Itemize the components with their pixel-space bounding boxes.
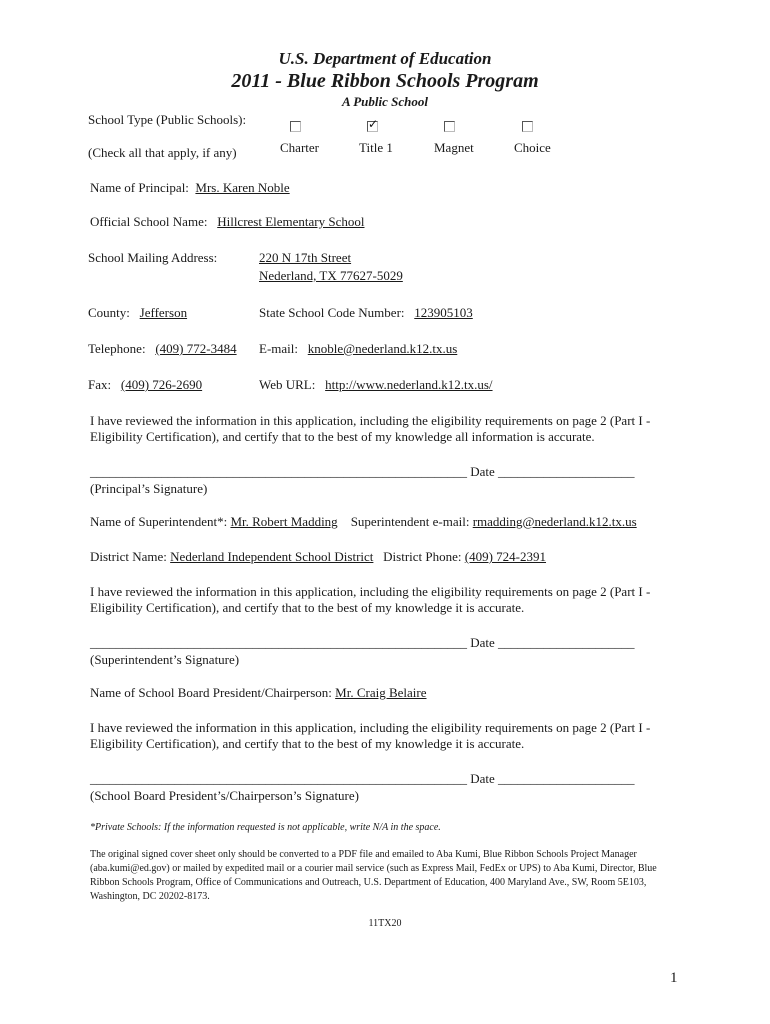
- date-underline: _____________________: [498, 635, 635, 650]
- superintendent-email-value[interactable]: rmadding@nederland.k12.tx.us: [472, 514, 637, 529]
- county-label: County:: [88, 305, 130, 320]
- choice-label: Choice: [514, 140, 551, 155]
- school-name-value: Hillcrest Elementary School: [217, 214, 365, 229]
- superintendent-email-label: Superintendent e-mail:: [350, 514, 470, 529]
- charter-label: Charter: [280, 140, 319, 155]
- state-code-value: 123905103: [414, 305, 473, 320]
- superintendent-signature-caption: (Superintendent’s Signature): [90, 652, 240, 667]
- district-phone-label: District Phone:: [383, 549, 462, 564]
- board-value: Mr. Craig Belaire: [335, 685, 427, 700]
- superintendent-certification: I have reviewed the information in this application, including the eligibility requirements on page 2 (Part I - Eligibility Certification), and certify that to the best of my knowledge it is accurate.: [90, 584, 651, 615]
- school-code: 11TX20: [368, 918, 402, 929]
- email-label: E-mail:: [259, 341, 298, 356]
- charter-checkbox[interactable]: [290, 121, 301, 132]
- web-link[interactable]: http://www.nederland.k12.tx.us/: [325, 377, 493, 392]
- district-row: [90, 549, 546, 565]
- date-underline: _____________________: [498, 464, 635, 479]
- school-type-label: School Type (Public Schools):: [88, 112, 247, 127]
- principal-label: Name of Principal:: [90, 180, 189, 195]
- state-code-label: State School Code Number:: [259, 305, 405, 320]
- magnet-label: Magnet: [434, 140, 474, 155]
- date-label: Date: [470, 464, 495, 479]
- date-label: Date: [470, 771, 495, 786]
- telephone-value: (409) 772-3484: [155, 341, 237, 356]
- choice-checkbox[interactable]: [522, 121, 533, 132]
- signature-underline: __________________________________________________________: [90, 771, 467, 786]
- title1-checkbox[interactable]: [367, 117, 379, 132]
- private-schools-note: *Private Schools: If the information requested is not applicable, write N/A in the space.: [90, 822, 441, 833]
- signature-underline: __________________________________________________________: [90, 464, 467, 479]
- board-label: Name of School Board President/Chairperson:: [90, 685, 332, 700]
- board-signature-line: [90, 771, 635, 787]
- board-row: [90, 685, 427, 701]
- superintendent-value: Mr. Robert Madding: [230, 514, 338, 529]
- title1-label: Title 1: [359, 140, 393, 155]
- program-title: 2011 - Blue Ribbon Schools Program: [231, 70, 539, 92]
- board-certification: I have reviewed the information in this application, including the eligibility requirements on page 2 (Part I - Eligibility Certification), and certify that to the best of my knowledge it is accurate.: [90, 720, 651, 751]
- date-label: Date: [470, 635, 495, 650]
- district-value: Nederland Independent School District: [170, 549, 374, 564]
- county-row: [88, 305, 187, 321]
- district-phone-value: (409) 724-2391: [464, 549, 547, 564]
- board-signature-caption: (School Board President’s/Chairperson’s Signature): [90, 788, 359, 803]
- school-type-sublabel: (Check all that apply, if any): [88, 145, 237, 160]
- submission-note: The original signed cover sheet only should be converted to a PDF file and emailed to Aba Kumi, Blue Ribbon Schools Project Manager (aba.kumi@ed.gov) or mailed by expedited mail or a courier mail service (such as Express Mail, FedEx or UPS) to Aba Kumi, Director, Blue Ribbon Schools Program, Office of Communications and Outreach, U.S. Department of Education, 400 Maryland Ave., SW, Room 5E103, Washington, DC 20202-8173.: [90, 849, 657, 902]
- superintendent-label: Name of Superintendent*:: [90, 514, 228, 529]
- school-kind: A Public School: [342, 94, 428, 109]
- principal-value: Mrs. Karen Noble: [195, 180, 290, 195]
- email-row: [259, 341, 457, 357]
- principal-certification: I have reviewed the information in this application, including the eligibility requirements on page 2 (Part I - Eligibility Certification), and certify that to the best of my knowledge all information is accurate.: [90, 413, 651, 444]
- superintendent-row: [90, 514, 637, 530]
- superintendent-signature-line: [90, 635, 635, 651]
- signature-underline: __________________________________________________________: [90, 635, 467, 650]
- telephone-label: Telephone:: [88, 341, 146, 356]
- checkmark-icon: ✓: [368, 117, 379, 131]
- telephone-row: [88, 341, 237, 357]
- address-label: School Mailing Address:: [88, 250, 218, 265]
- web-row: [259, 377, 493, 393]
- principal-row: [90, 180, 290, 196]
- fax-value: (409) 726-2690: [120, 377, 203, 392]
- web-label: Web URL:: [259, 377, 316, 392]
- page-number: 1: [670, 970, 678, 986]
- magnet-checkbox[interactable]: [444, 121, 455, 132]
- district-label: District Name:: [90, 549, 167, 564]
- fax-row: [88, 377, 202, 393]
- school-name-row: [90, 214, 365, 230]
- principal-signature-line: [90, 464, 635, 480]
- fax-label: Fax:: [88, 377, 112, 392]
- state-code-row: [259, 305, 473, 321]
- email-value[interactable]: knoble@nederland.k12.tx.us: [307, 341, 458, 356]
- date-underline: _____________________: [498, 771, 635, 786]
- dept-title: U.S. Department of Education: [278, 49, 492, 68]
- principal-signature-caption: (Principal’s Signature): [90, 481, 208, 496]
- address-line2: Nederland, TX 77627-5029: [259, 268, 403, 283]
- county-value: Jefferson: [139, 305, 188, 320]
- school-name-label: Official School Name:: [90, 214, 208, 229]
- address-line1: 220 N 17th Street: [259, 250, 352, 265]
